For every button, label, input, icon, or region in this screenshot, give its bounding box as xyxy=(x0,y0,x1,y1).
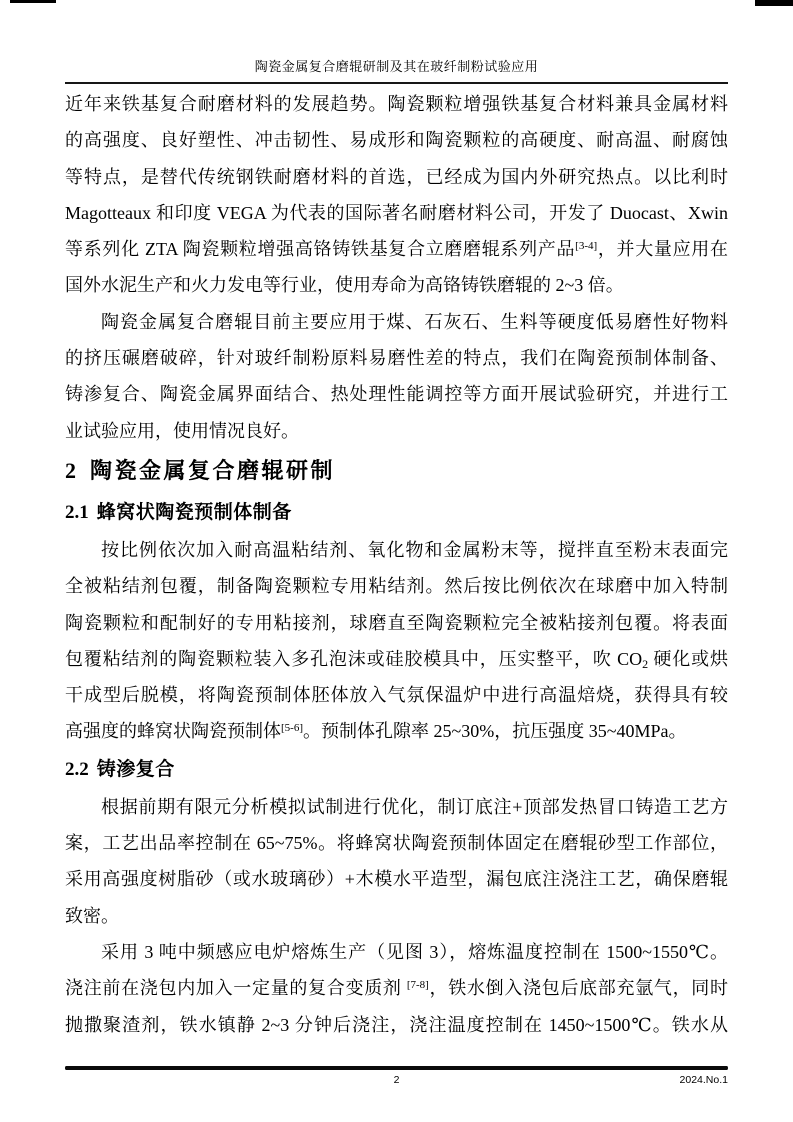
paragraph-line: 陶瓷金属复合磨辊目前主要应用于煤、石灰石、生料等硬度低易磨性好物料 xyxy=(101,311,728,332)
paragraph-line: 国外水泥生产和火力发电等行业，使用寿命为高铬铸铁磨辊的 2~3 倍。 xyxy=(65,275,624,296)
issue-label: 2024.No.1 xyxy=(679,1073,728,1086)
section-heading xyxy=(65,449,728,493)
section-number: 2 xyxy=(65,457,76,483)
paragraph-line: 业试验应用，使用情况良好。 xyxy=(65,420,299,441)
paragraph-line: 案，工艺出品率控制在 65~75%。将蜂窝状陶瓷预制体固定在磨辊砂型工作部位， xyxy=(65,833,728,854)
subsection-number: 2.1 xyxy=(65,501,89,523)
paragraph-line: 的高强度、良好塑性、冲击韧性、易成形和陶瓷颗粒的高硬度、耐高温、耐腐蚀 xyxy=(65,130,728,151)
paragraph-line: 高强度的蜂窝状陶瓷预制体[5-6]。预制体孔隙率 25~30%，抗压强度 35~40MPa。 xyxy=(65,721,687,742)
footer-rule xyxy=(65,1066,728,1070)
footer-row xyxy=(65,1073,728,1088)
running-header-title: 陶瓷金属复合磨辊研制及其在玻纤制粉试验应用 xyxy=(254,59,539,74)
paragraph-line: 根据前期有限元分析模拟试制进行优化，制订底注+顶部发热冒口铸造工艺方 xyxy=(101,796,728,817)
subsection-heading xyxy=(65,750,728,789)
scan-artifact xyxy=(10,0,56,3)
paragraph-line: Magotteaux 和印度 VEGA 为代表的国际著名耐磨材料公司，开发了 Duocast、Xwin xyxy=(65,202,728,223)
paragraph-line: 陶瓷颗粒和配制好的专用粘接剂，球磨直至陶瓷颗粒完全被粘接剂包覆。将表面 xyxy=(65,612,728,633)
paragraph-line: 的挤压碾磨破碎，针对玻纤制粉原料易磨性差的特点，我们在陶瓷预制体制备、 xyxy=(65,348,728,369)
paragraph-line: 近年来铁基复合耐磨材料的发展趋势。陶瓷颗粒增强铁基复合材料兼具金属材料 xyxy=(65,94,728,114)
scan-artifact xyxy=(755,0,793,6)
paragraph-line: 采用 3 吨中频感应电炉熔炼生产（见图 3），熔炼温度控制在 1500~1550℃。 xyxy=(101,941,728,962)
subsection-title: 铸渗复合 xyxy=(96,758,175,780)
document-body xyxy=(65,86,728,1043)
paragraph-line: 浇注前在浇包内加入一定量的复合变质剂 [7-8]，铁水倒入浇包后底部充氩气，同时 xyxy=(65,978,729,999)
page-footer xyxy=(65,1066,728,1088)
paragraph-line: 等系列化 ZTA 陶瓷颗粒增强高铬铸铁基复合立磨磨辊系列产品[3-4]，并大量应用在 xyxy=(65,239,728,260)
paragraph-line: 全被粘结剂包覆，制备陶瓷颗粒专用粘结剂。然后按比例依次在球磨中加入特制 xyxy=(65,576,728,597)
paragraph-line: 抛撒聚渣剂，铁水镇静 2~3 分钟后浇注，浇注温度控制在 1450~1500℃。铁水从 xyxy=(65,1014,728,1035)
paragraph-line: 铸渗复合、陶瓷金属界面结合、热处理性能调控等方面开展试验研究，并进行工 xyxy=(65,384,728,405)
subsection-title: 蜂窝状陶瓷预制体制备 xyxy=(96,501,292,523)
section-title: 陶瓷金属复合磨辊研制 xyxy=(90,457,336,483)
paragraph-line: 采用高强度树脂砂（或水玻璃砂）+木模水平造型，漏包底注浇注工艺，确保磨辊 xyxy=(65,869,728,890)
subsection-number: 2.2 xyxy=(65,758,89,780)
paragraph-line: 按比例依次加入耐高温粘结剂、氧化物和金属粉末等，搅拌直至粉末表面完 xyxy=(101,539,728,560)
subsection-heading xyxy=(65,493,728,532)
paragraph-line: 致密。 xyxy=(65,905,119,926)
paragraph-line: 等特点，是替代传统钢铁耐磨材料的首选，已经成为国内外研究热点。以比利时 xyxy=(65,166,728,187)
page-number: 2 xyxy=(393,1073,400,1086)
header-rule xyxy=(65,82,728,84)
paragraph-line: 干成型后脱模，将陶瓷预制体胚体放入气氛保温炉中进行高温焙烧，获得具有较 xyxy=(65,685,728,706)
paragraph-line: 包覆粘结剂的陶瓷颗粒装入多孔泡沫或硅胶模具中，压实整平，吹 $CO_2$ 硬化或烘 xyxy=(65,648,728,671)
